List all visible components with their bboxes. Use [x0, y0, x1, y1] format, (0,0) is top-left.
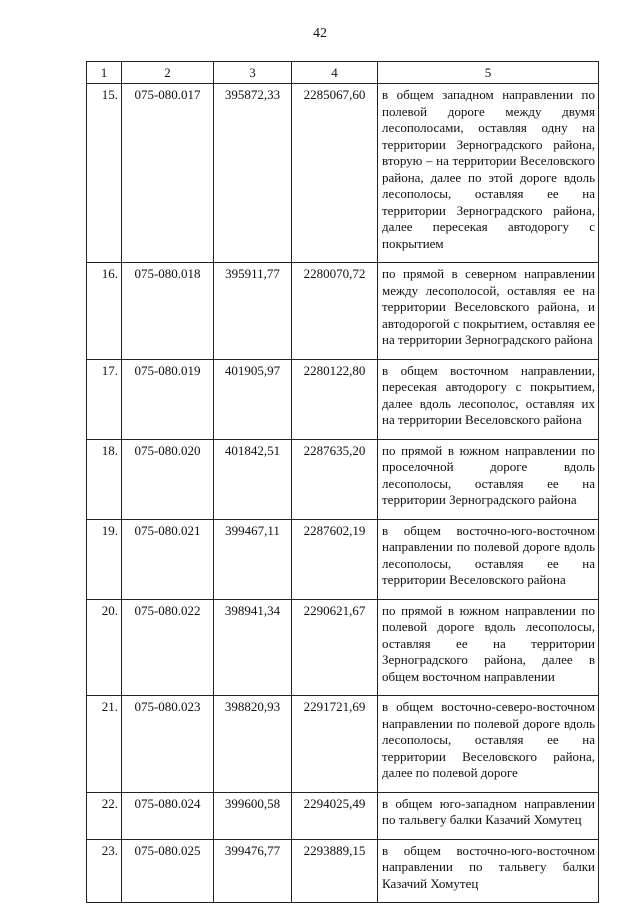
column-header-3: 3 [214, 62, 292, 84]
column-header-4: 4 [292, 62, 378, 84]
coordinate-y: 2293889,15 [292, 839, 378, 903]
header-row [87, 62, 599, 84]
page-number: 42 [313, 26, 327, 41]
coordinate-x: 395872,33 [214, 84, 292, 263]
point-code: 075-080.021 [122, 519, 214, 599]
point-code: 075-080.019 [122, 359, 214, 439]
table-row [87, 439, 599, 519]
table-row [87, 839, 599, 903]
boundary-description: в общем западном направлении по полевой дороге между двумя лесополосами, оставляя одну на территории Зерноградского района, вторую – на территории Веселовского района, далее по этой дороге вдоль лесополосы, оставляя ее на территории Зерноградского района, далее пересекая автодорогу с покрытием [378, 84, 599, 263]
coordinate-x: 395911,77 [214, 263, 292, 360]
coordinate-x: 399476,77 [214, 839, 292, 903]
row-number: 15. [87, 84, 122, 263]
row-number: 19. [87, 519, 122, 599]
column-header-2: 2 [122, 62, 214, 84]
coordinate-x: 401905,97 [214, 359, 292, 439]
coordinate-y: 2280122,80 [292, 359, 378, 439]
row-number: 20. [87, 599, 122, 696]
column-header-1: 1 [87, 62, 122, 84]
coordinate-x: 399467,11 [214, 519, 292, 599]
column-header-5: 5 [378, 62, 599, 84]
coordinate-x: 398941,34 [214, 599, 292, 696]
row-number: 22. [87, 792, 122, 839]
table-row [87, 84, 599, 263]
coordinate-y: 2294025,49 [292, 792, 378, 839]
table-row [87, 519, 599, 599]
boundary-description: в общем восточно-юго-восточном направлении по полевой дороге вдоль лесополосы, оставляя ее на территории Веселовского района [378, 519, 599, 599]
coordinate-y: 2287635,20 [292, 439, 378, 519]
point-code: 075-080.022 [122, 599, 214, 696]
coordinate-x: 401842,51 [214, 439, 292, 519]
table-row [87, 599, 599, 696]
table-row [87, 359, 599, 439]
coordinate-y: 2287602,19 [292, 519, 378, 599]
row-number: 18. [87, 439, 122, 519]
row-number: 23. [87, 839, 122, 903]
point-code: 075-080.025 [122, 839, 214, 903]
row-number: 21. [87, 696, 122, 793]
boundary-description: по прямой в северном направлении между лесополосой, оставляя ее на территории Веселовского района, и автодорогой с покрытием, оставляя ее на территории Зерноградского района [378, 263, 599, 360]
boundary-description: в общем восточно-юго-восточном направлении по тальвегу балки Казачий Хомутец [378, 839, 599, 903]
coordinate-y: 2285067,60 [292, 84, 378, 263]
coordinate-y: 2290621,67 [292, 599, 378, 696]
point-code: 075-080.024 [122, 792, 214, 839]
coordinate-x: 399600,58 [214, 792, 292, 839]
table-row [87, 696, 599, 793]
boundary-description: в общем восточном направлении, пересекая автодорогу с покрытием, далее вдоль лесополос, оставляя их на территории Веселовского района [378, 359, 599, 439]
coordinate-y: 2291721,69 [292, 696, 378, 793]
table-body [87, 84, 599, 903]
point-code: 075-080.017 [122, 84, 214, 263]
row-number: 17. [87, 359, 122, 439]
row-number: 16. [87, 263, 122, 360]
coordinate-y: 2280070,72 [292, 263, 378, 360]
boundary-description: по прямой в южном направлении по полевой дороге вдоль лесополосы, оставляя ее на территории Зерноградского района, далее в общем восточном направлении [378, 599, 599, 696]
table-row [87, 263, 599, 360]
boundary-description: в общем юго-западном направлении по тальвегу балки Казачий Хомутец [378, 792, 599, 839]
boundary-description: по прямой в южном направлении по проселочной дороге вдоль лесополосы, оставляя ее на территории Зерноградского района [378, 439, 599, 519]
boundary-points-table [86, 61, 599, 903]
coordinate-x: 398820,93 [214, 696, 292, 793]
point-code: 075-080.023 [122, 696, 214, 793]
table-row [87, 792, 599, 839]
point-code: 075-080.018 [122, 263, 214, 360]
point-code: 075-080.020 [122, 439, 214, 519]
boundary-description: в общем восточно-северо-восточном направлении по полевой дороге вдоль лесополосы, оставляя ее на территории Веселовского района, далее по полевой дороге [378, 696, 599, 793]
